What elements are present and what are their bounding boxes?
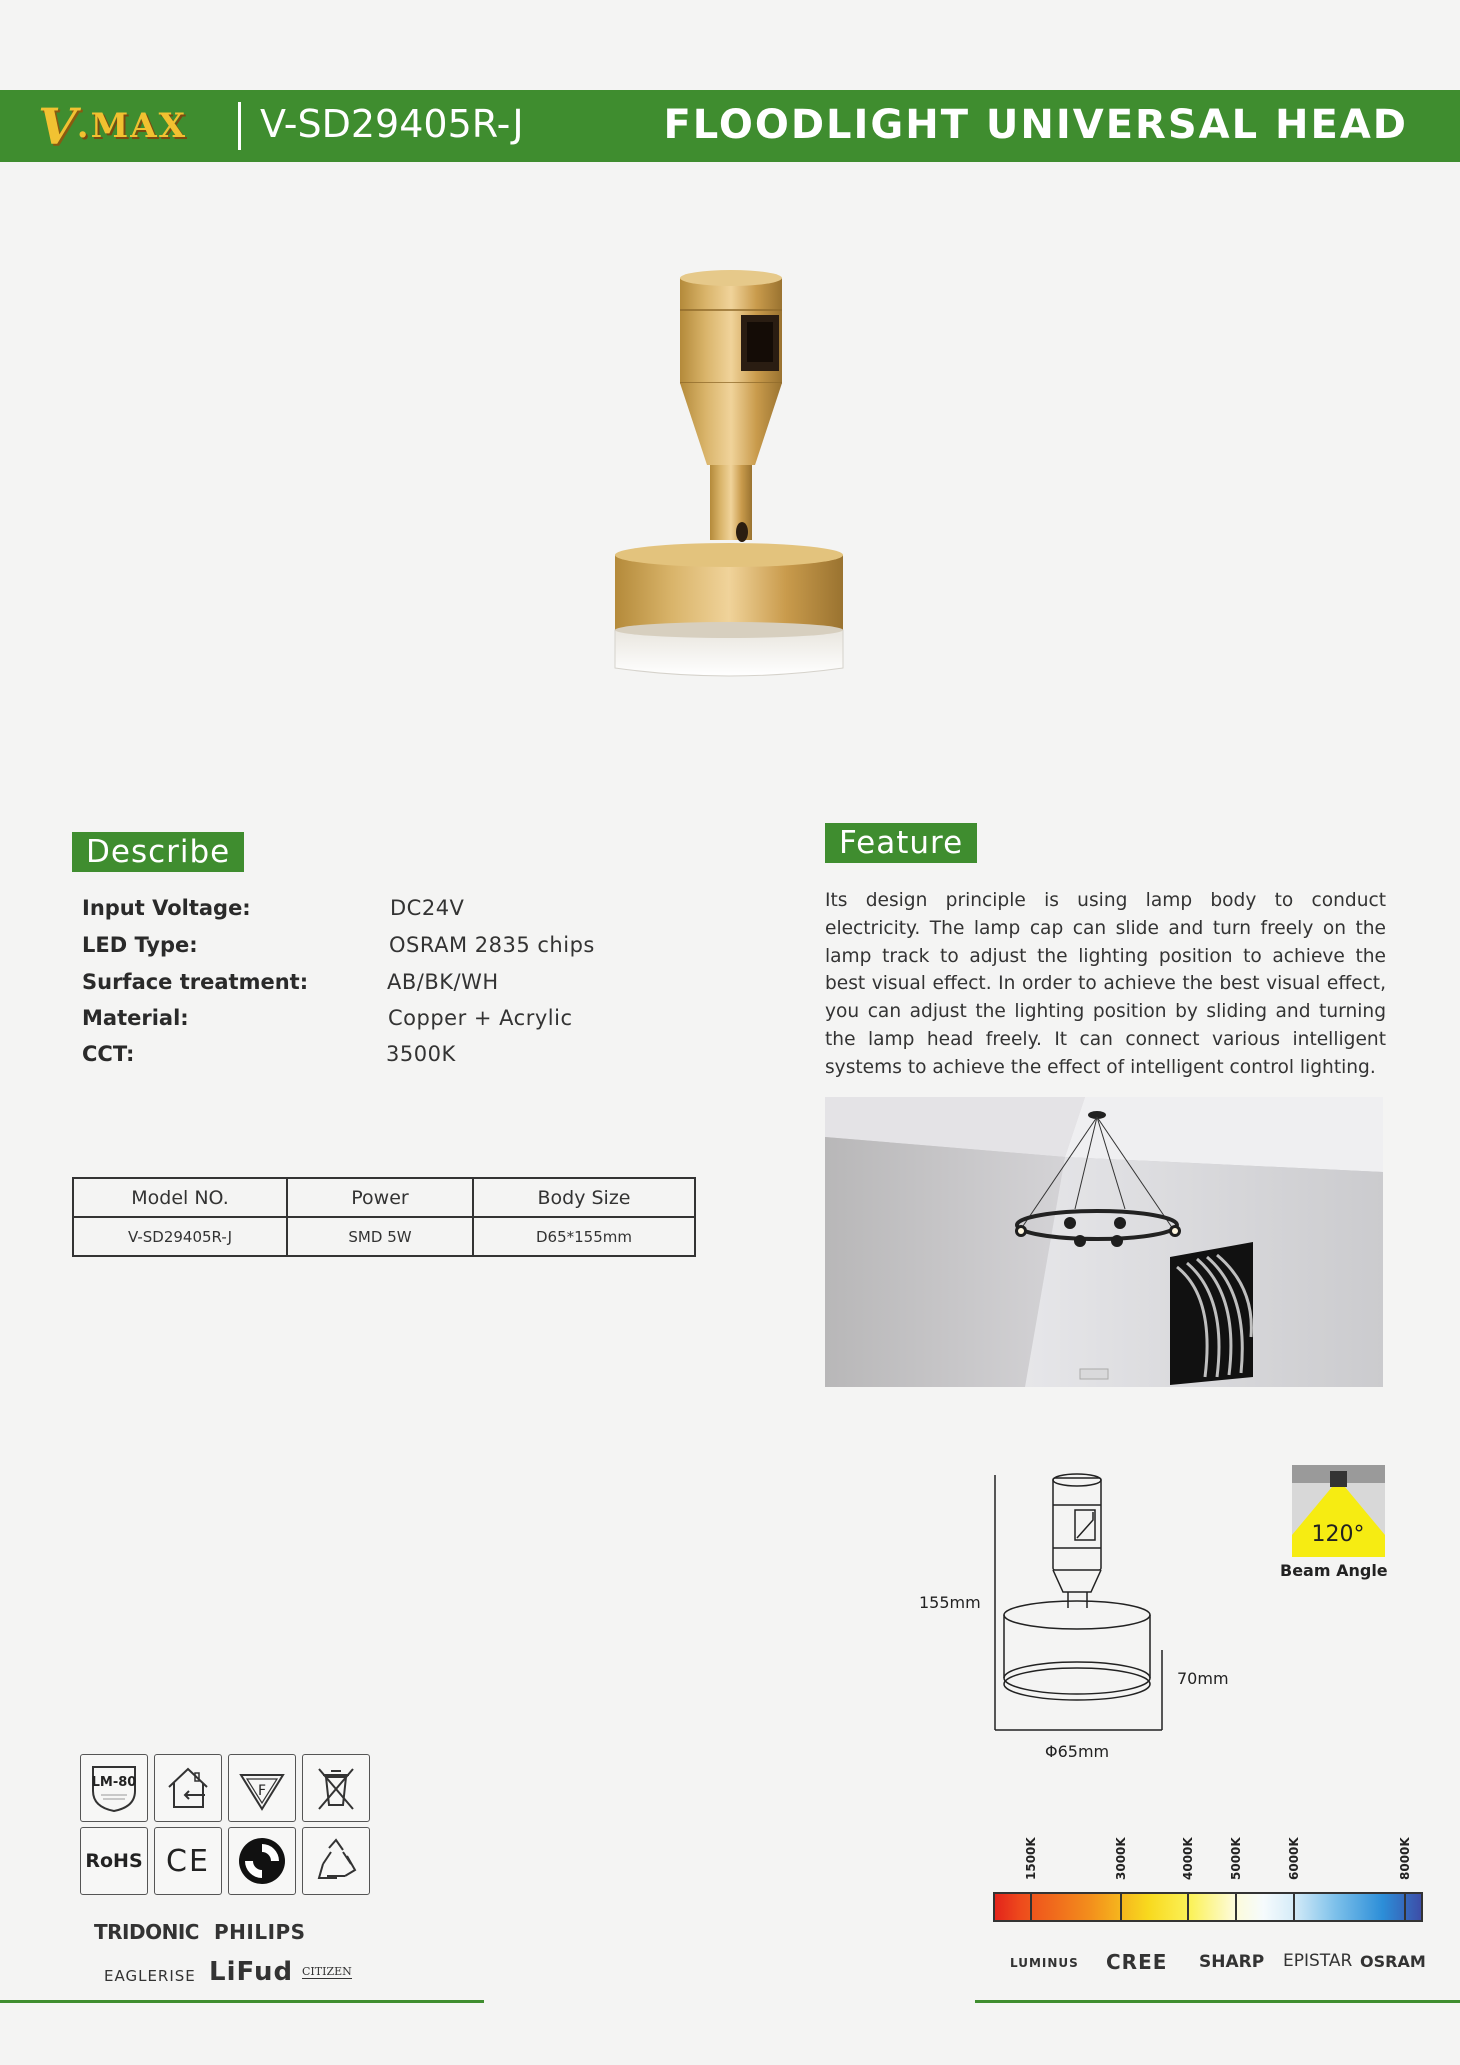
vmax-logo: V .MAX (38, 96, 188, 156)
green-dot-icon (228, 1827, 296, 1895)
ct-tick (1187, 1892, 1189, 1922)
tridonic-logo: TRIDONIC (94, 1920, 199, 1944)
model-number-title: V-SD29405R-J (260, 102, 524, 146)
beam-angle-label: Beam Angle (1280, 1561, 1388, 1580)
color-temperature-bar (993, 1892, 1423, 1922)
dimension-head-height-label: 70mm (1177, 1669, 1229, 1688)
beam-angle-icon (1292, 1465, 1385, 1557)
header-divider (238, 102, 241, 150)
ct-tick (1120, 1892, 1122, 1922)
spec-value: DC24V (390, 896, 465, 920)
product-image (600, 270, 860, 690)
spec-value: 3500K (386, 1042, 456, 1066)
table-cell: V-SD29405R-J (73, 1217, 287, 1256)
ct-label: 6000K (1287, 1837, 1301, 1880)
dimension-drawing (905, 1460, 1205, 1780)
feature-description: Its design principle is using lamp body to conduct electricity. The lamp cap can slide and turn freely on the lamp track to adjust the lighting position to achieve the best visual effect. In order to achieve the best visual effect, you can adjust the lighting position by sliding and turning the lamp head freely. It can connect various intelligent systems to achieve the effect of intelligent control lighting. (825, 890, 1386, 1078)
spec-value: Copper + Acrylic (388, 1006, 573, 1030)
table-header-power: Power (287, 1178, 473, 1217)
table-cell: D65*155mm (473, 1217, 695, 1256)
dimension-height-label: 155mm (919, 1593, 981, 1612)
table-cell: SMD 5W (287, 1217, 473, 1256)
room-photo (825, 1097, 1383, 1387)
table-row (73, 1217, 695, 1256)
cree-logo: CREE (1106, 1950, 1168, 1974)
lm80-cert-icon (80, 1754, 148, 1822)
indoor-use-icon (154, 1754, 222, 1822)
sharp-logo: SHARP (1199, 1952, 1265, 1972)
ct-tick (1235, 1892, 1237, 1922)
spec-label: LED Type: (82, 933, 198, 957)
footer-line-left (0, 2000, 484, 2003)
table-header-body-size: Body Size (473, 1178, 695, 1217)
spec-label: Material: (82, 1006, 189, 1030)
table-header-model: Model NO. (73, 1178, 287, 1217)
spec-value: AB/BK/WH (387, 970, 499, 994)
rohs-label: RoHS (85, 1850, 143, 1872)
spec-label: CCT: (82, 1042, 135, 1066)
osram-logo: OSRAM (1360, 1952, 1426, 1971)
recycle-icon (302, 1827, 370, 1895)
spec-label: Input Voltage: (82, 896, 251, 920)
ct-tick (1030, 1892, 1032, 1922)
ct-label: 5000K (1229, 1837, 1243, 1880)
philips-logo: PHILIPS (214, 1920, 306, 1944)
f-mark-icon (228, 1754, 296, 1822)
ct-label: 3000K (1114, 1837, 1128, 1880)
feature-heading: Feature (825, 823, 977, 863)
citizen-logo: CITIZEN (302, 1965, 352, 1978)
footer-line-right (975, 2000, 1460, 2003)
ct-label: 8000K (1398, 1837, 1412, 1880)
product-title: FLOODLIGHT UNIVERSAL HEAD (663, 102, 1408, 148)
lifud-logo: LiFud (209, 1957, 294, 1987)
header-bar (0, 90, 1460, 162)
epistar-logo: EPISTAR (1283, 1951, 1353, 1971)
svg-text:F: F (257, 1783, 267, 1799)
weee-bin-icon (302, 1754, 370, 1822)
spec-label: Surface treatment: (82, 970, 309, 994)
spec-value: OSRAM 2835 chips (389, 933, 595, 957)
luminus-logo: LUMINUS (1010, 1956, 1079, 1970)
ct-tick (1404, 1892, 1406, 1922)
ce-label: CE (166, 1843, 210, 1879)
spec-table (72, 1177, 696, 1257)
ct-tick (1293, 1892, 1295, 1922)
describe-heading: Describe (72, 832, 244, 872)
ct-label: 4000K (1181, 1837, 1195, 1880)
eaglerise-logo: EAGLERISE (104, 1967, 196, 1985)
dimension-diameter-label: Φ65mm (1045, 1742, 1110, 1761)
svg-text:LM-80: LM-80 (91, 1775, 137, 1790)
beam-angle-value: 120° (1311, 1522, 1365, 1547)
ce-cert-icon (154, 1827, 222, 1895)
rohs-cert-icon (80, 1827, 148, 1895)
ct-label: 1500K (1024, 1837, 1038, 1880)
